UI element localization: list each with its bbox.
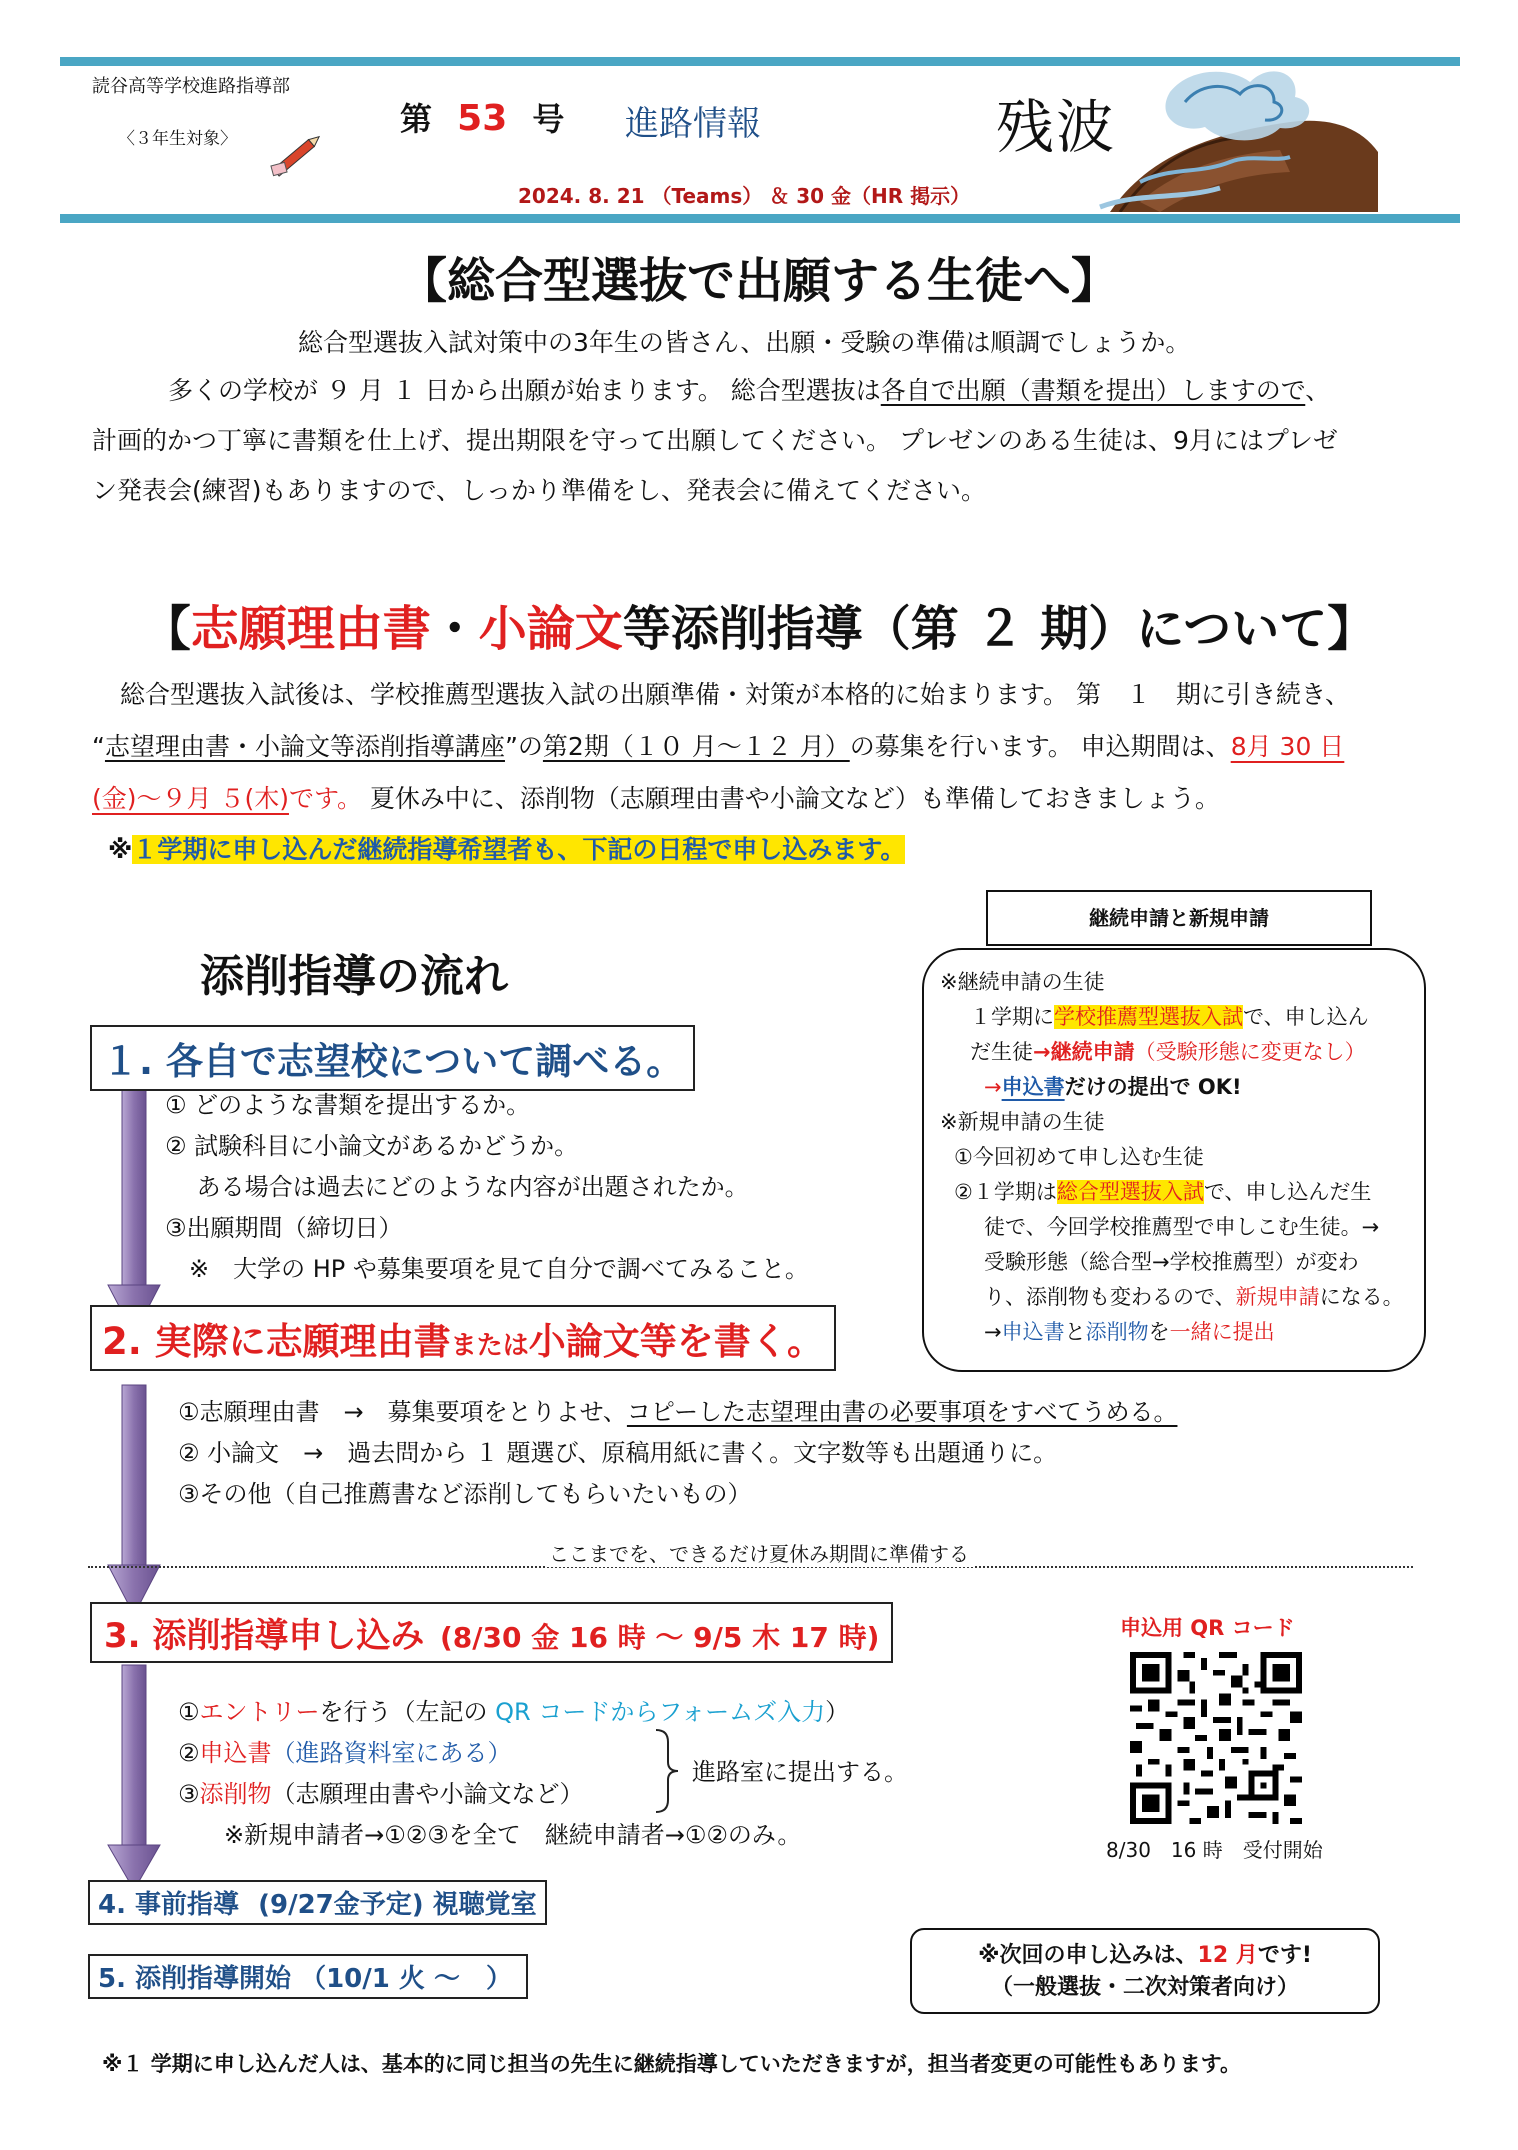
section1-para1: 総合型選抜入試対策中の3年生の皆さん、出願・受験の準備は順調でしょうか。: [298, 328, 1191, 357]
s3i1c: を行う（左記の: [319, 1698, 496, 1726]
c2a: だ生徒: [970, 1040, 1033, 1064]
step4-a: 4. 事前指導: [98, 1890, 240, 1920]
n5c: になる。: [1319, 1285, 1404, 1309]
n2b: 総合型選抜入試: [1056, 1180, 1204, 1204]
arrow-1-icon: [108, 1090, 160, 1335]
step1-items: [165, 1085, 809, 1290]
qr-caption: 8/30 16 時 受付開始: [1106, 1838, 1323, 1862]
l2-course-name: 志望理由書・小論文等添削指導講座: [104, 732, 505, 761]
step1-box: [90, 1025, 695, 1091]
flow-title: 添削指導の流れ: [200, 951, 508, 1002]
sidebox-n5: [940, 1280, 1404, 1315]
n5a: り、添削物も変わるので、: [984, 1285, 1236, 1309]
pencil-icon: [268, 130, 328, 184]
title-rest: 等添削指導（第 ２ 期）について】: [622, 601, 1376, 657]
section1-para4: ン発表会(練習)もありますので、しっかり準備をし、発表会に備えてください。: [92, 476, 987, 505]
step1-title: １. 各自で志望校について調べる。: [102, 1040, 684, 1083]
school-name: 読谷高等学校進路指導部: [92, 76, 290, 97]
s3i3a: ③: [178, 1780, 200, 1808]
step1-item-5: ※ 大学の HP や募集要項を見て自分で調べてみること。: [165, 1255, 809, 1283]
step2-c: または: [450, 1331, 529, 1361]
header-bottom-bar: [60, 214, 1460, 223]
next-box-line2: （一般選抜・二次対策者向け）: [990, 1975, 1299, 2000]
logo: [990, 62, 1380, 212]
s3i1a: ①: [178, 1698, 200, 1726]
c2b: →継続申請: [1033, 1040, 1135, 1064]
sidebox-c2: [940, 1035, 1404, 1070]
sidebox-continue-head: ※継続申請の生徒: [940, 970, 1105, 994]
s3i3c: （志願理由書や小論文など）: [271, 1780, 584, 1808]
issue-number-value: 53: [457, 98, 508, 139]
c1c: で、申し込ん: [1243, 1005, 1369, 1029]
note-text: １学期に申し込んだ継続指導希望者も、下記の日程で申し込みます。: [132, 835, 906, 864]
l3-desu: です。: [288, 784, 362, 813]
qr-title: 申込用 QR コード: [1120, 1616, 1295, 1640]
step2-item-1b: コピーした志望理由書の必要事項をすべてうめる。: [626, 1398, 1178, 1426]
arrow-3-icon: [108, 1665, 160, 1890]
sidebox-c1: [940, 1000, 1404, 1035]
step2-box: [90, 1305, 836, 1371]
arrow-2-icon: [108, 1385, 160, 1615]
section1-title: 【総合型選抜で出願する生徒へ】: [398, 253, 1119, 309]
qr-code-icon[interactable]: [1130, 1652, 1302, 1824]
section-label: 進路情報: [625, 104, 761, 144]
step1-item-1: ① どのような書類を提出するか。: [165, 1091, 531, 1119]
step2-item-1a: ①志願理由書 → 募集要項をとりよせ、: [178, 1398, 627, 1426]
step4-b: (9/27金予定) 視聴覚室: [258, 1890, 537, 1920]
title-dot: ・: [430, 601, 479, 657]
step1-item-4: ③出願期間（締切日）: [165, 1214, 403, 1242]
sidebox-n1: ①今回初めて申し込む生徒: [954, 1145, 1204, 1169]
step2-a: 2. 実際に: [102, 1320, 266, 1363]
sidebox-label: 継続申請と新規申請: [986, 890, 1372, 946]
step2-items: [178, 1392, 1177, 1515]
c1a: １学期に: [970, 1005, 1054, 1029]
sidebox-c3: [940, 1070, 1404, 1105]
section1-para3: 計画的かつ丁寧に書類を仕上げ、提出期限を守って出願してください。 プレゼンのある生徒は、9月にはプレゼ: [92, 426, 1338, 455]
step2-b: 志願理由書: [265, 1320, 451, 1363]
step3-b: (8/30 金 16 時 ～ 9/5 木 17 時): [440, 1621, 880, 1654]
sidebox-n2: [940, 1175, 1404, 1210]
title-red-1: 志願理由書: [190, 601, 431, 657]
step3-box: [90, 1602, 893, 1663]
para2-start: 多くの学校が ９ 月 １ 日から出願が始まります。 総合型選抜は: [168, 376, 881, 405]
c3b: 申込書: [1001, 1075, 1065, 1099]
n6d: 添削物: [1085, 1320, 1149, 1344]
c3c: だけの提出で OK!: [1064, 1075, 1242, 1099]
step2-d: 小論文等を書く。: [528, 1320, 824, 1363]
footer-note: ※１ 学期に申し込んだ人は、基本的に同じ担当の先生に継続指導していただきますが，担当者変更の可能性もあります。: [102, 2052, 1242, 2076]
c1b: 学校推薦型選抜入試: [1054, 1005, 1243, 1029]
n6e: を: [1148, 1320, 1170, 1344]
n6b: 申込書: [1001, 1320, 1065, 1344]
l2-period-label: の募集を行います。 申込期間は、: [849, 732, 1231, 761]
step2-item-2: ② 小論文 → 過去問から １ 題選び、原稿用紙に書く。文字数等も出題通りに。: [178, 1439, 1058, 1467]
c3a: →: [984, 1075, 1002, 1099]
l2-start-date: 8月 30 日: [1230, 732, 1345, 761]
s3i1d: QR コードからフォームズ入力: [495, 1698, 826, 1726]
step3-item-1: [178, 1692, 849, 1733]
flow-arrows: [100, 1030, 170, 1950]
title-bracket-open: 【: [142, 601, 191, 657]
step1-item-2: ② 試験科目に小論文があるかどうか。: [165, 1132, 579, 1160]
issue-suffix: 号: [532, 100, 565, 138]
s3i2c: （進路資料室にある）: [271, 1739, 512, 1767]
step5-title: 5. 添削指導開始 （10/1 火 ～ ）: [98, 1964, 512, 1994]
divider-text: ここまでを、できるだけ夏休み期間に準備する: [545, 1538, 973, 1567]
date-line: 2024. 8. 21 （Teams） ＆ 30 金（HR 掲示）: [518, 184, 971, 208]
s3i3b: 添削物: [199, 1780, 272, 1808]
section2-line1: 総合型選抜入試後は、学校推薦型選抜入試の出願準備・対策が本格的に始まります。 第 １ 期に引き続き、: [120, 680, 1350, 709]
section2-line3: [92, 776, 1220, 822]
step3-note: ※新規申請者→①②③を全て 継続申請者→①②のみ。: [224, 1821, 802, 1849]
sidebox-new-head: ※新規申請の生徒: [940, 1110, 1105, 1134]
s3i1b: エントリー: [199, 1698, 320, 1726]
n5b: 新規申請: [1235, 1285, 1320, 1309]
para2-end: 、: [1305, 376, 1331, 405]
section2-note: [108, 830, 905, 866]
step1-item-3: ある場合は過去にどのような内容が出題されたか。: [165, 1173, 749, 1201]
l3-dates: (金)～９月 ５(木): [92, 784, 289, 813]
l2-term: 第2期（１０ 月～１２ 月）: [542, 732, 850, 761]
l3-rest: 夏休み中に、添削物（志願理由書や小論文など）も準備しておきましょう。: [361, 784, 1220, 813]
n2a: ②１学期は: [954, 1180, 1057, 1204]
l2-quote-close: ”の: [504, 732, 543, 761]
sidebox-content: [940, 965, 1404, 1350]
step2-item-3: ③その他（自己推薦書など添削してもらいたいもの）: [178, 1480, 752, 1508]
target-label: 〈３年生対象〉: [118, 129, 237, 149]
step4-box: [88, 1880, 547, 1925]
logo-text: 残波: [996, 93, 1117, 161]
para2-underlined: 各自で出願（書類を提出）しますので: [880, 376, 1306, 405]
n6a: →: [984, 1320, 1002, 1344]
brace-icon: [652, 1728, 682, 1814]
l2-quote-open: “: [92, 732, 105, 761]
title-red-2: 小論文: [478, 601, 623, 657]
n2c: で、申し込んだ生: [1203, 1180, 1372, 1204]
step2-item-1: [178, 1392, 1177, 1433]
s3i1e: ）: [825, 1698, 850, 1726]
sidebox-n6: [940, 1315, 1404, 1350]
section2-line2: [92, 724, 1344, 770]
section1-para2: [168, 368, 1330, 414]
section2-title: [0, 590, 1518, 659]
s3i2b: 申込書: [199, 1739, 272, 1767]
n6c: と: [1064, 1320, 1086, 1344]
step5-box: [88, 1954, 528, 1999]
step3-a: 3. 添削指導申し込み: [104, 1616, 425, 1656]
c2c: （受験形態に変更なし）: [1134, 1040, 1366, 1064]
sidebox-n3: 徒で、今回学校推薦型で申しこむ生徒。→: [984, 1215, 1380, 1239]
step3-submit: 進路室に提出する。: [692, 1758, 908, 1786]
nb-l1c: です!: [1257, 1943, 1312, 1968]
nb-l1b: 12 月: [1197, 1943, 1258, 1968]
issue-number: [400, 94, 564, 140]
note-mark: ※: [108, 835, 133, 864]
sidebox-n4: 受験形態（総合型→学校推薦型）が変わ: [984, 1250, 1359, 1274]
nb-l1a: ※次回の申し込みは、: [978, 1943, 1198, 1968]
next-box: [910, 1928, 1380, 2014]
s3i2a: ②: [178, 1739, 200, 1767]
next-box-line1: [912, 1940, 1378, 1972]
n6f: 一緒に提出: [1169, 1320, 1275, 1344]
issue-prefix: 第: [400, 100, 433, 138]
